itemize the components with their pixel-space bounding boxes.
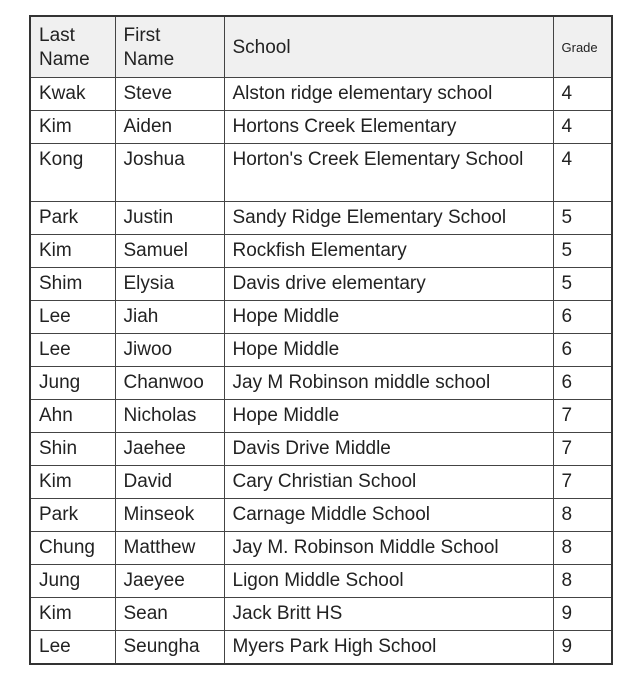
table-row <box>30 598 612 631</box>
cell-last-name: Shim <box>30 268 115 301</box>
cell-first-name: Jiwoo <box>115 334 224 367</box>
cell-grade: 9 <box>553 598 612 631</box>
table-row <box>30 268 612 301</box>
cell-school: Jay M Robinson middle school <box>224 367 553 400</box>
cell-first-name: David <box>115 466 224 499</box>
cell-last-name: Kim <box>30 111 115 144</box>
cell-school: Rockfish Elementary <box>224 235 553 268</box>
cell-school: Hope Middle <box>224 334 553 367</box>
cell-first-name: Steve <box>115 78 224 111</box>
cell-first-name: Justin <box>115 202 224 235</box>
cell-school: Ligon Middle School <box>224 565 553 598</box>
cell-school: Hope Middle <box>224 400 553 433</box>
table-row <box>30 334 612 367</box>
cell-school: Myers Park High School <box>224 631 553 664</box>
cell-first-name: Sean <box>115 598 224 631</box>
cell-grade: 9 <box>553 631 612 664</box>
cell-grade: 8 <box>553 532 612 565</box>
cell-first-name: Nicholas <box>115 400 224 433</box>
cell-grade: 4 <box>553 111 612 144</box>
cell-first-name: Elysia <box>115 268 224 301</box>
table-row <box>30 301 612 334</box>
student-table <box>29 15 613 665</box>
cell-first-name: Seungha <box>115 631 224 664</box>
cell-grade: 6 <box>553 334 612 367</box>
table-row <box>30 631 612 664</box>
cell-grade: 6 <box>553 301 612 334</box>
table-row <box>30 78 612 111</box>
cell-last-name: Kong <box>30 144 115 202</box>
cell-grade: 4 <box>553 78 612 111</box>
cell-last-name: Lee <box>30 631 115 664</box>
cell-school: Carnage Middle School <box>224 499 553 532</box>
table-row <box>30 433 612 466</box>
cell-grade: 7 <box>553 400 612 433</box>
table-row <box>30 565 612 598</box>
cell-last-name: Jung <box>30 367 115 400</box>
cell-school: Jack Britt HS <box>224 598 553 631</box>
cell-first-name: Jiah <box>115 301 224 334</box>
cell-grade: 5 <box>553 268 612 301</box>
header-row <box>30 16 612 78</box>
table-row <box>30 367 612 400</box>
table-row <box>30 466 612 499</box>
table-row <box>30 235 612 268</box>
cell-last-name: Shin <box>30 433 115 466</box>
cell-last-name: Park <box>30 202 115 235</box>
cell-grade: 6 <box>553 367 612 400</box>
cell-first-name: Matthew <box>115 532 224 565</box>
table-row <box>30 499 612 532</box>
table-row <box>30 400 612 433</box>
cell-school: Hortons Creek Elementary <box>224 111 553 144</box>
table-header <box>30 16 612 78</box>
table-row <box>30 532 612 565</box>
cell-grade: 5 <box>553 235 612 268</box>
cell-first-name: Aiden <box>115 111 224 144</box>
table-row <box>30 202 612 235</box>
cell-grade: 7 <box>553 466 612 499</box>
table-row <box>30 111 612 144</box>
cell-last-name: Kim <box>30 235 115 268</box>
cell-school: Sandy Ridge Elementary School <box>224 202 553 235</box>
header-first-name: First Name <box>115 16 224 78</box>
cell-grade: 5 <box>553 202 612 235</box>
table-body <box>30 78 612 664</box>
cell-last-name: Kwak <box>30 78 115 111</box>
cell-last-name: Kim <box>30 466 115 499</box>
cell-first-name: Joshua <box>115 144 224 202</box>
cell-school: Cary Christian School <box>224 466 553 499</box>
cell-school: Hope Middle <box>224 301 553 334</box>
cell-first-name: Samuel <box>115 235 224 268</box>
cell-last-name: Lee <box>30 301 115 334</box>
cell-last-name: Ahn <box>30 400 115 433</box>
cell-last-name: Jung <box>30 565 115 598</box>
header-grade: Grade <box>553 16 612 78</box>
cell-grade: 8 <box>553 565 612 598</box>
cell-school: Horton's Creek Elementary School <box>224 144 553 202</box>
cell-first-name: Jaeyee <box>115 565 224 598</box>
cell-last-name: Kim <box>30 598 115 631</box>
cell-school: Davis drive elementary <box>224 268 553 301</box>
cell-grade: 8 <box>553 499 612 532</box>
cell-first-name: Jaehee <box>115 433 224 466</box>
cell-last-name: Chung <box>30 532 115 565</box>
cell-grade: 4 <box>553 144 612 202</box>
cell-first-name: Chanwoo <box>115 367 224 400</box>
header-school: School <box>224 16 553 78</box>
table-row <box>30 144 612 202</box>
cell-grade: 7 <box>553 433 612 466</box>
cell-first-name: Minseok <box>115 499 224 532</box>
cell-school: Davis Drive Middle <box>224 433 553 466</box>
student-table-container <box>29 15 611 665</box>
header-last-name: Last Name <box>30 16 115 78</box>
cell-last-name: Lee <box>30 334 115 367</box>
cell-school: Jay M. Robinson Middle School <box>224 532 553 565</box>
cell-last-name: Park <box>30 499 115 532</box>
cell-school: Alston ridge elementary school <box>224 78 553 111</box>
